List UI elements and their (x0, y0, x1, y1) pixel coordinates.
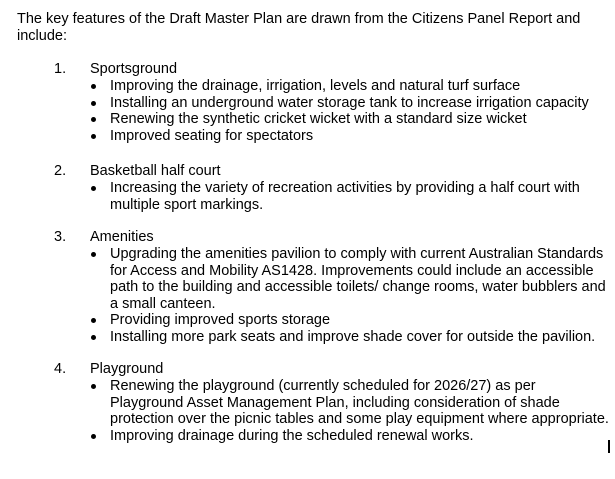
bullet-icon (91, 434, 96, 439)
list-item-text: Improving drainage during the scheduled renewal works. (110, 427, 474, 444)
bullet-list (90, 78, 610, 144)
list-item-text: Improving the drainage, irrigation, levels and natural turf surface (110, 78, 521, 94)
section-number: 3. (54, 229, 67, 245)
list-item-text: Increasing the variety of recreation activities by providing a half court with multiple sport markings. (110, 180, 580, 213)
section-title: Sportsground (90, 61, 178, 77)
intro-paragraph: The key features of the Draft Master Plan are drawn from the Citizens Panel Report and include: (17, 11, 581, 44)
list-item (90, 378, 610, 428)
section-title: Basketball half court (90, 163, 221, 179)
list-item-text: Upgrading the amenities pavilion to comply with current Australian Standards for Access and Mobility AS1428. Improvements could include an accessible path to the building and accessible toilets/ change rooms, water bubblers and a small canteen. (110, 246, 606, 312)
list-item-text: Installing more park seats and improve shade cover for outside the pavilion. (110, 328, 596, 345)
list-item (90, 95, 610, 112)
list-item (90, 312, 610, 329)
list-item (90, 111, 610, 128)
bullet-icon (91, 117, 96, 122)
list-item (90, 180, 610, 213)
list-item (90, 428, 610, 445)
section-number: 1. (54, 61, 67, 77)
bullet-icon (91, 335, 96, 340)
bullet-list (90, 246, 610, 345)
list-item (90, 128, 610, 145)
bullet-icon (91, 84, 96, 89)
list-item (90, 329, 610, 346)
section-title: Playground (90, 361, 164, 377)
bullet-icon (91, 384, 96, 389)
list-item-text: Installing an underground water storage tank to increase irrigation capacity (110, 94, 589, 111)
list-item-text: Renewing the playground (currently scheduled for 2026/27) as per Playground Asset Management Plan, including consideration of shade protection over the picnic tables and some play equipment where appropriate. (110, 378, 609, 427)
bullet-icon (91, 318, 96, 323)
text-cursor-icon (608, 440, 610, 453)
bullet-icon (91, 134, 96, 139)
bullet-list (90, 180, 610, 213)
bullet-list (90, 378, 610, 444)
list-item-text: Providing improved sports storage (110, 312, 331, 328)
list-item-text: Improved seating for spectators (110, 127, 314, 144)
list-item (90, 246, 610, 312)
list-item (90, 78, 610, 95)
section-number: 2. (54, 163, 67, 179)
list-item-text: Renewing the synthetic cricket wicket with a standard size wicket (110, 111, 527, 127)
section-number: 4. (54, 361, 67, 377)
bullet-icon (91, 252, 96, 257)
bullet-icon (91, 101, 96, 106)
bullet-icon (91, 186, 96, 191)
section-title: Amenities (90, 229, 154, 245)
